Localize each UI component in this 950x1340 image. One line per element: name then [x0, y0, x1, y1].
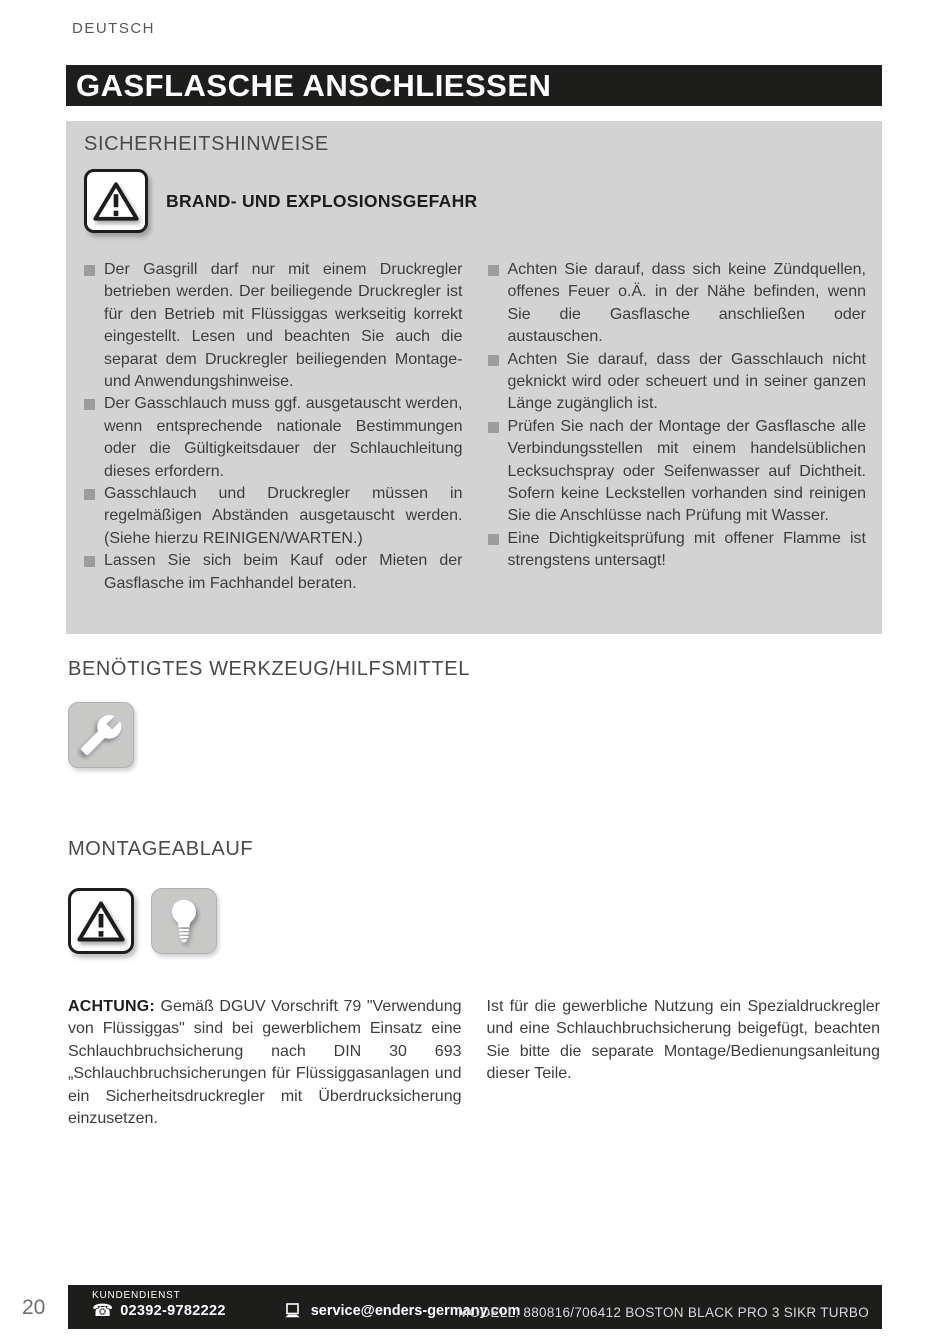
- bullet-text: Eine Dichtigkeitsprüfung mit offener Flamme ist strengstens untersagt!: [507, 529, 866, 570]
- safety-bullets-left: [84, 259, 463, 595]
- lightbulb-icon: [151, 888, 217, 954]
- warning-triangle-icon: [84, 169, 148, 233]
- safety-bullet-item: [488, 259, 867, 349]
- montage-icons-row: [68, 888, 217, 954]
- footer-service-bar: [68, 1285, 882, 1329]
- safety-bullet-item: [488, 528, 867, 573]
- warning-triangle-icon: [68, 888, 134, 954]
- safety-bullet-item: [84, 483, 463, 550]
- telephone-icon: ☎: [92, 1301, 114, 1320]
- wrench-icon: [68, 702, 134, 768]
- attention-text: Gemäß DGUV Vorschrift 79 "Verwendung von Flüssiggas" sind bei gewerblichem Einsatz eine Schlauchbruchsicherung nach DIN 30 693 „Schlauchbruchsicherungen für Flüssiggasanlagen und ein Sicherheitsdruckregler mit Überdrucksicherung einzusetzen.: [68, 998, 462, 1128]
- service-contact-row: [92, 1302, 520, 1319]
- montage-note-right: Ist für die gewerbliche Nutzung ein Spezialdruckregler und eine Schlauchbruchsicherung beigefügt, beachten Sie bitte die separate Montage/Bedienungsanleitung dieser Teile.: [486, 998, 880, 1083]
- bullet-text: Lassen Sie sich beim Kauf oder Mieten der Gasflasche im Fachhandel beraten.: [104, 552, 463, 592]
- bullet-square-icon: [84, 399, 95, 410]
- montage-heading: MONTAGEABLAUF: [68, 838, 254, 860]
- safety-bullets-right: [488, 259, 867, 573]
- safety-heading: SICHERHEITSHINWEISE: [84, 133, 329, 155]
- service-label: KUNDENDIENST: [92, 1290, 181, 1301]
- safety-column-right: [488, 259, 867, 595]
- lightbulb-glyph: [167, 898, 201, 944]
- safety-bullet-columns: [84, 259, 866, 595]
- page-number: 20: [22, 1296, 46, 1319]
- bullet-square-icon: [488, 422, 499, 433]
- bullet-text: Der Gasgrill darf nur mit einem Druckregler betrieben werden. Der beiliegende Druckregler ist für den Betrieb mit Flüssiggas werkseitig korrekt eingestellt. Lesen und beachten Sie auch die separat dem Druckregler beiliegenden Montage- und Anwendungshinweise.: [104, 261, 463, 391]
- bullet-text: Achten Sie darauf, dass sich keine Zündquellen, offenes Feuer o.Ä. in der Nähe befinden, wenn Sie die Gasflasche anschließen oder austauschen.: [507, 261, 866, 346]
- service-block: [92, 1290, 520, 1319]
- bullet-square-icon: [488, 265, 499, 276]
- safety-notes-box: [66, 121, 882, 634]
- tools-heading: BENÖTIGTES WERKZEUG/HILFSMITTEL: [68, 658, 470, 680]
- bullet-square-icon: [488, 534, 499, 545]
- service-email: service@enders-germany.com: [310, 1302, 521, 1319]
- service-phone: 02392-9782222: [120, 1302, 226, 1319]
- wrench-glyph: [79, 713, 123, 757]
- montage-note-left: [68, 996, 462, 1130]
- bullet-square-icon: [84, 556, 95, 567]
- hazard-row: [84, 169, 866, 233]
- safety-bullet-item: [84, 550, 463, 595]
- bullet-square-icon: [84, 265, 95, 276]
- safety-bullet-item: [84, 393, 463, 483]
- safety-bullet-item: [84, 259, 463, 393]
- bullet-text: Gasschlauch und Druckregler müssen in regelmäßigen Abständen ausgetauscht werden. (Siehe hierzu REINIGEN/WARTEN.): [104, 485, 463, 547]
- safety-column-left: [84, 259, 463, 595]
- bullet-square-icon: [488, 355, 499, 366]
- bullet-square-icon: [84, 489, 95, 500]
- bullet-text: Achten Sie darauf, dass der Gasschlauch nicht geknickt wird oder scheuert und in seiner ganzen Länge zugänglich ist.: [507, 350, 866, 413]
- page-title: GASFLASCHE ANSCHLIESSEN: [66, 65, 882, 106]
- safety-bullet-item: [488, 416, 867, 528]
- language-label: DEUTSCH: [72, 20, 156, 37]
- warning-triangle-glyph: [93, 181, 139, 222]
- laptop-icon: [283, 1303, 302, 1319]
- attention-label: ACHTUNG:: [68, 998, 155, 1015]
- model-info: MODELL: 880816/706412 BOSTON BLACK PRO 3 SIKR TURBO: [458, 1305, 869, 1320]
- safety-bullet-item: [488, 349, 867, 416]
- bullet-text: Prüfen Sie nach der Montage der Gasflasche alle Verbindungsstellen mit einem handelsüblichen Lecksuchspray oder Seifenwasser auf Dichtheit. Sofern keine Leckstellen vorhanden sind reinigen Sie die Anschlüsse nach Prüfung mit Wasser.: [507, 417, 866, 525]
- montage-note-columns: [68, 996, 880, 1130]
- warning-triangle-glyph: [77, 900, 125, 943]
- hazard-label: BRAND- UND EXPLOSIONSGEFAHR: [166, 190, 478, 211]
- bullet-text: Der Gasschlauch muss ggf. ausgetauscht werden, wenn entsprechende nationale Bestimmungen oder die Gültigkeitsdauer der Schlauchleitung dieses erfordern.: [104, 395, 463, 480]
